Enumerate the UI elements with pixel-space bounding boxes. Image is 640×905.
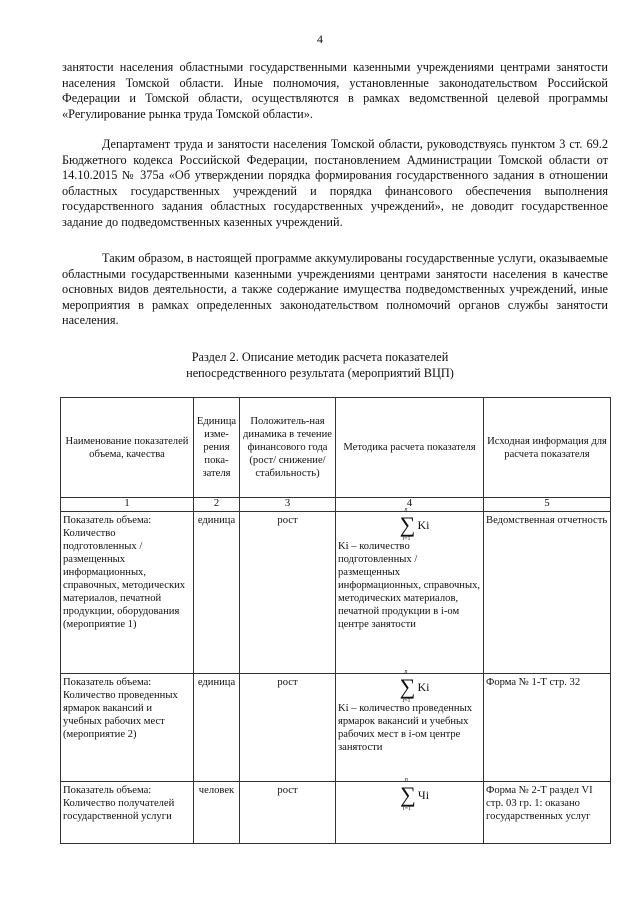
cell-source: Ведомственная отчетность [484,512,611,674]
method-description: Ki – количество подготовленных / размещенных информационных, справочных, методических материалов, печатной продукции в i-ом центре занятости [338,541,481,630]
cell-method [336,507,484,674]
sum-formula [338,777,481,812]
table-row [61,674,611,782]
formula-variable: Ki [417,679,430,694]
formula-variable: Чi [417,787,430,802]
sum-upper-limit: n [404,669,408,675]
sigma-symbol: ∑ n i=1 [400,777,416,812]
paragraph-summary [62,251,608,329]
section-title [0,349,640,381]
cell-dynamics: рост [240,782,336,844]
sigma-symbol: ∑ n i=1 [399,507,416,542]
sum-lower-limit: i=1 [402,698,411,704]
column-number: 1 [61,498,194,512]
paragraph-text: Таким образом, в настоящей программе аккумулированы государственные услуги, оказываемые областными государственными казенными учреждениями центрами занятости населения в качестве основных видов деятельности, а также содержание имущества подведомственных учреждений, иные мероприятия в рамках определенных законодательством полномочий органов службы занятости населения. [62,251,608,328]
cell-unit: единица [194,512,240,674]
method-description: Ki – количество проведенных ярмарок вакансий и учебных рабочих мест в i-ом центре занятости [338,703,473,753]
cell-method [336,669,484,782]
cell-indicator-name: Показатель объема: Количество получателей государственной услуги [61,782,194,844]
column-number: 4 [336,498,484,512]
indicators-table [60,397,611,844]
cell-dynamics: рост [240,674,336,782]
cell-source: Форма № 2-Т раздел VI стр. 03 гр. 1: оказано государственных услуг [484,782,611,844]
sum-formula [338,669,481,704]
sum-lower-limit: i=1 [402,536,411,542]
paragraph-continuation [62,60,608,122]
header-dynamics: Положитель-ная динамика в течение финансового года (рост/ снижение/ стабильность) [240,398,336,498]
table-header-row [61,398,611,498]
paragraph-text: занятости населения областными государственными казенными учреждениями центрами занятости населения Томской области. Иные полномочия, установленные законодательством Российской Федерации и Томской области, осуществляются в рамках ведомственной целевой программы «Регулирование рынка труда Томской области». [62,60,608,121]
cell-unit: единица [194,674,240,782]
cell-indicator-name: Показатель объема: Количество подготовленных / размещенных информационных, справочных, методических материалов, печатной продукции, оборудования (мероприятие 1) [61,512,194,674]
header-unit: Единица изме-рения пока-зателя [194,398,240,498]
paragraph-department [62,137,608,231]
column-number: 5 [484,498,611,512]
sum-upper-limit: n [404,507,408,513]
header-source: Исходная информация для расчета показателя [484,398,611,498]
table-column-numbers-row [61,498,611,512]
page-number: 4 [317,32,323,46]
sum-lower-limit: i=1 [402,806,411,812]
cell-source: Форма № 1-Т стр. 32 [484,674,611,782]
table-row [61,512,611,674]
cell-dynamics: рост [240,512,336,674]
formula-variable: Ki [417,517,430,532]
sum-formula [338,507,481,542]
cell-indicator-name: Показатель объема: Количество проведенных ярмарок вакансий и учебных рабочих мест (мероприятие 2) [61,674,194,782]
sum-upper-limit: n [404,777,408,783]
cell-unit: человек [194,782,240,844]
column-number: 2 [194,498,240,512]
header-indicator-name: Наименование показателей объема, качества [61,398,194,498]
header-method: Методика расчета показателя [336,398,484,498]
table-row [61,782,611,844]
section-title-line-1: Раздел 2. Описание методик расчета показателей [191,350,449,364]
section-title-line-2: непосредственного результата (мероприятий ВЦП) [186,366,454,380]
sigma-symbol: ∑ n i=1 [399,669,416,704]
cell-method [336,777,484,844]
paragraph-text: Департамент труда и занятости населения Томской области, руководствуясь пунктом 3 ст. 69.2 Бюджетного кодекса Российской Федерации, постановлением Администрации Томской области от 14.10.2015 № 375а «Об утверждении порядка формирования государственного задания в отношении областных государственных учреждений и порядка финансового обеспечения выполнения государственного задания областных государственных учреждений», не доводит государственное задание до подведомственных казенных учреждений. [62,137,608,229]
column-number: 3 [240,498,336,512]
